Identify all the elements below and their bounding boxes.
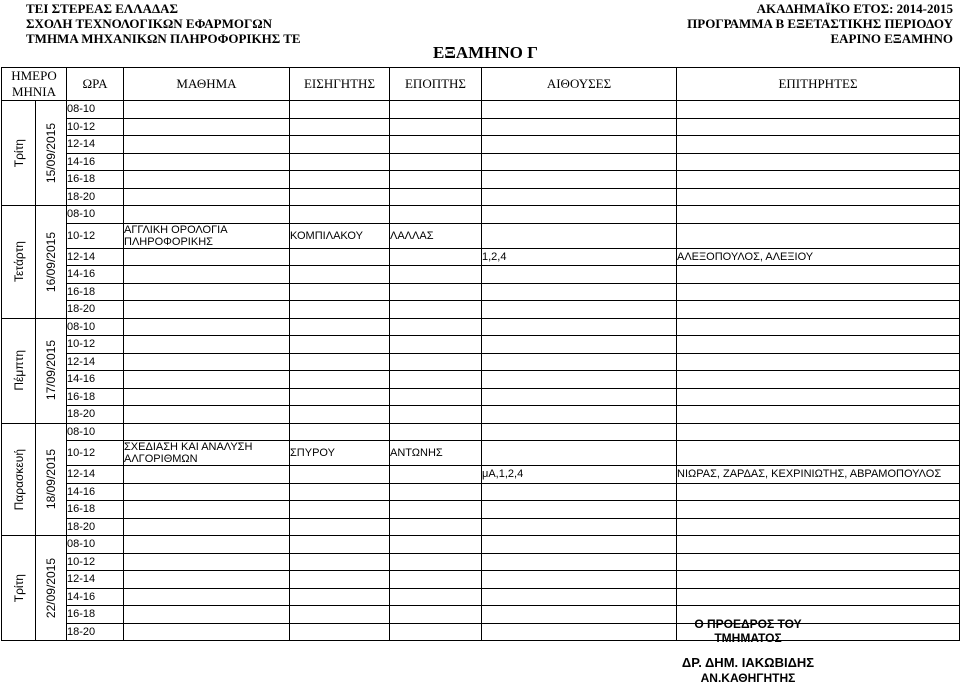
table-row	[2, 153, 960, 171]
rooms-cell	[482, 588, 677, 606]
weekday-label: Τρίτη	[11, 573, 26, 603]
course-cell	[124, 466, 290, 484]
table-header-row	[2, 68, 960, 101]
hour-cell: 16-18	[67, 501, 124, 519]
invigilators-cell	[677, 588, 960, 606]
supervisor-cell	[390, 518, 482, 536]
supervisor-cell	[390, 318, 482, 336]
institution-header	[26, 1, 301, 46]
invigilators-cell	[677, 336, 960, 354]
date-label: 15/09/2015	[44, 122, 58, 184]
course-cell	[124, 536, 290, 554]
invigilators-cell	[677, 571, 960, 589]
lecturer-cell: ΣΠΥΡΟΥ	[290, 441, 390, 466]
table-row	[2, 318, 960, 336]
rooms-cell	[482, 501, 677, 519]
course-cell	[124, 153, 290, 171]
rooms-cell	[482, 606, 677, 624]
rooms-cell	[482, 206, 677, 224]
supervisor-cell	[390, 353, 482, 371]
date-label: 22/09/2015	[44, 557, 58, 619]
lecturer-cell	[290, 353, 390, 371]
hour-cell: 08-10	[67, 318, 124, 336]
table-row	[2, 223, 960, 248]
invigilators-cell	[677, 301, 960, 319]
hour-cell: 08-10	[67, 423, 124, 441]
hour-cell: 10-12	[67, 553, 124, 571]
hour-cell: 12-14	[67, 248, 124, 266]
supervisor-cell	[390, 406, 482, 424]
course-cell	[124, 588, 290, 606]
supervisor-cell: ΑΝΤΩΝΗΣ	[390, 441, 482, 466]
course-cell	[124, 423, 290, 441]
weekday-cell	[2, 101, 36, 206]
date-cell	[36, 423, 67, 536]
rooms-cell: 1,2,4	[482, 248, 677, 266]
rooms-cell	[482, 371, 677, 389]
date-cell	[36, 318, 67, 423]
hour-cell: 18-20	[67, 406, 124, 424]
supervisor-cell	[390, 283, 482, 301]
rooms-cell	[482, 301, 677, 319]
rooms-cell	[482, 518, 677, 536]
date-label: 16/09/2015	[44, 231, 58, 292]
lecturer-cell	[290, 466, 390, 484]
invigilators-cell	[677, 101, 960, 119]
lecturer-cell	[290, 588, 390, 606]
lecturer-cell	[290, 423, 390, 441]
course-cell	[124, 101, 290, 119]
lecturer-cell	[290, 371, 390, 389]
exam-period: ΠΡΟΓΡΑΜΜΑ Β ΕΞΕΤΑΣΤΙΚΗΣ ΠΕΡΙΟΔΟΥ	[687, 16, 953, 31]
rooms-cell	[482, 553, 677, 571]
lecturer-cell	[290, 318, 390, 336]
table-row	[2, 283, 960, 301]
hour-cell: 16-18	[67, 171, 124, 189]
invigilators-cell	[677, 283, 960, 301]
course-cell: ΑΓΓΛΙΚΗ ΟΡΟΛΟΓΙΑ ΠΛΗΡΟΦΟΡΙΚΗΣ	[124, 223, 290, 248]
hour-cell: 14-16	[67, 266, 124, 284]
rooms-cell	[482, 188, 677, 206]
hour-cell: 18-20	[67, 301, 124, 319]
hour-cell: 08-10	[67, 536, 124, 554]
invigilators-cell	[677, 483, 960, 501]
course-cell	[124, 266, 290, 284]
invigilators-cell	[677, 406, 960, 424]
table-row	[2, 388, 960, 406]
invigilators-cell	[677, 318, 960, 336]
invigilators-cell	[677, 266, 960, 284]
weekday-cell	[2, 423, 36, 536]
hour-cell: 18-20	[67, 188, 124, 206]
rooms-cell: μΑ,1,2,4	[482, 466, 677, 484]
col-header-rooms: ΑΙΘΟΥΣΕΣ	[482, 68, 677, 101]
supervisor-cell	[390, 136, 482, 154]
course-cell: ΣΧΕΔΙΑΣΗ ΚΑΙ ΑΝΑΛΥΣΗ ΑΛΓΟΡΙΘΜΩΝ	[124, 441, 290, 466]
table-row	[2, 406, 960, 424]
invigilators-cell	[677, 553, 960, 571]
lecturer-cell	[290, 301, 390, 319]
course-cell	[124, 136, 290, 154]
course-cell	[124, 388, 290, 406]
course-cell	[124, 118, 290, 136]
hour-cell: 16-18	[67, 283, 124, 301]
lecturer-cell	[290, 136, 390, 154]
invigilators-cell	[677, 518, 960, 536]
lecturer-cell	[290, 553, 390, 571]
supervisor-cell	[390, 623, 482, 641]
lecturer-cell	[290, 518, 390, 536]
supervisor-cell	[390, 336, 482, 354]
invigilators-cell	[677, 441, 960, 466]
col-header-supervisor: ΕΠΟΠΤΗΣ	[390, 68, 482, 101]
table-row	[2, 353, 960, 371]
table-row	[2, 423, 960, 441]
lecturer-cell: ΚΟΜΠΙΛΑΚΟΥ	[290, 223, 390, 248]
rooms-cell	[482, 441, 677, 466]
invigilators-cell	[677, 423, 960, 441]
table-row	[2, 518, 960, 536]
supervisor-cell	[390, 588, 482, 606]
supervisor-cell	[390, 371, 482, 389]
supervisor-cell	[390, 153, 482, 171]
invigilators-cell: ΝΙΩΡΑΣ, ΖΑΡΔΑΣ, ΚΕΧΡΙΝΙΩΤΗΣ, ΑΒΡΑΜΟΠΟΥΛΟΣ	[677, 466, 960, 484]
rooms-cell	[482, 283, 677, 301]
course-cell	[124, 501, 290, 519]
course-cell	[124, 518, 290, 536]
lecturer-cell	[290, 336, 390, 354]
table-row	[2, 553, 960, 571]
course-cell	[124, 318, 290, 336]
invigilators-cell	[677, 136, 960, 154]
invigilators-cell	[677, 153, 960, 171]
lecturer-cell	[290, 248, 390, 266]
table-row	[2, 466, 960, 484]
weekday-cell	[2, 536, 36, 641]
table-row	[2, 536, 960, 554]
course-cell	[124, 553, 290, 571]
rooms-cell	[482, 101, 677, 119]
hour-cell: 10-12	[67, 441, 124, 466]
table-row	[2, 441, 960, 466]
invigilators-cell	[677, 388, 960, 406]
invigilators-cell	[677, 171, 960, 189]
department-name: ΤΜΗΜΑ ΜΗΧΑΝΙΚΩΝ ΠΛΗΡΟΦΟΡΙΚΗΣ ΤΕ	[26, 31, 301, 46]
table-row	[2, 136, 960, 154]
invigilators-cell	[677, 188, 960, 206]
hour-cell: 16-18	[67, 606, 124, 624]
date-label: 17/09/2015	[44, 340, 58, 401]
school-name: ΣΧΟΛΗ ΤΕΧΝΟΛΟΓΙΚΩΝ ΕΦΑΡΜΟΓΩΝ	[26, 16, 273, 31]
course-cell	[124, 171, 290, 189]
lecturer-cell	[290, 171, 390, 189]
schedule-body	[2, 101, 960, 641]
lecturer-cell	[290, 606, 390, 624]
lecturer-cell	[290, 483, 390, 501]
table-row	[2, 248, 960, 266]
table-row	[2, 118, 960, 136]
table-row	[2, 336, 960, 354]
date-cell	[36, 101, 67, 206]
lecturer-cell	[290, 406, 390, 424]
course-cell	[124, 248, 290, 266]
col-header-course: ΜΑΘΗΜΑ	[124, 68, 290, 101]
supervisor-cell	[390, 483, 482, 501]
supervisor-cell	[390, 501, 482, 519]
table-row	[2, 101, 960, 119]
invigilators-cell: ΑΛΕΞΟΠΟΥΛΟΣ, ΑΛΕΞΙΟΥ	[677, 248, 960, 266]
rooms-cell	[482, 336, 677, 354]
rooms-cell	[482, 153, 677, 171]
supervisor-cell	[390, 266, 482, 284]
supervisor-cell	[390, 466, 482, 484]
supervisor-cell	[390, 188, 482, 206]
table-row	[2, 188, 960, 206]
hour-cell: 14-16	[67, 483, 124, 501]
invigilators-cell	[677, 371, 960, 389]
supervisor-cell	[390, 606, 482, 624]
weekday-cell	[2, 318, 36, 423]
hour-cell: 12-14	[67, 571, 124, 589]
table-row	[2, 571, 960, 589]
course-cell	[124, 571, 290, 589]
rooms-cell	[482, 266, 677, 284]
invigilators-cell	[677, 536, 960, 554]
hour-cell: 10-12	[67, 336, 124, 354]
supervisor-cell: ΛΑΛΛΑΣ	[390, 223, 482, 248]
course-cell	[124, 283, 290, 301]
supervisor-cell	[390, 118, 482, 136]
rooms-cell	[482, 406, 677, 424]
supervisor-cell	[390, 171, 482, 189]
date-cell	[36, 536, 67, 641]
semester-season: ΕΑΡΙΝΟ ΕΞΑΜΗΝΟ	[830, 31, 953, 46]
weekday-label: Πέμπτη	[11, 350, 26, 391]
hour-cell: 14-16	[67, 371, 124, 389]
hour-cell: 16-18	[67, 388, 124, 406]
course-cell	[124, 623, 290, 641]
lecturer-cell	[290, 206, 390, 224]
hour-cell: 10-12	[67, 118, 124, 136]
table-row	[2, 301, 960, 319]
lecturer-cell	[290, 153, 390, 171]
course-cell	[124, 301, 290, 319]
rooms-cell	[482, 483, 677, 501]
hour-cell: 18-20	[67, 623, 124, 641]
supervisor-cell	[390, 301, 482, 319]
schedule-header	[687, 1, 953, 46]
hour-cell: 12-14	[67, 466, 124, 484]
rooms-cell	[482, 136, 677, 154]
supervisor-cell	[390, 423, 482, 441]
invigilators-cell	[677, 501, 960, 519]
lecturer-cell	[290, 118, 390, 136]
rooms-cell	[482, 318, 677, 336]
supervisor-cell	[390, 206, 482, 224]
date-label: 18/09/2015	[44, 449, 58, 510]
hour-cell: 12-14	[67, 353, 124, 371]
supervisor-cell	[390, 388, 482, 406]
lecturer-cell	[290, 388, 390, 406]
weekday-label: Τρίτη	[11, 138, 26, 168]
course-cell	[124, 336, 290, 354]
lecturer-cell	[290, 501, 390, 519]
exam-schedule-table	[1, 67, 960, 641]
lecturer-cell	[290, 623, 390, 641]
supervisor-cell	[390, 101, 482, 119]
invigilators-cell	[677, 118, 960, 136]
hour-cell: 10-12	[67, 223, 124, 248]
rooms-cell	[482, 536, 677, 554]
table-row	[2, 171, 960, 189]
rooms-cell	[482, 118, 677, 136]
table-row	[2, 266, 960, 284]
signature-title: Ο ΠΡΟΕΔΡΟΣ ΤΟΥ ΤΜΗΜΑΤΟΣ	[694, 617, 802, 645]
rooms-cell	[482, 623, 677, 641]
col-header-hour: ΩΡΑ	[67, 68, 124, 101]
table-row	[2, 501, 960, 519]
supervisor-cell	[390, 571, 482, 589]
signature-position: ΑΝ.ΚΑΘΗΓΗΤΗΣ	[700, 671, 796, 685]
institution-name: ΤΕΙ ΣΤΕΡΕΑΣ ΕΛΛΑΔΑΣ	[26, 1, 178, 16]
weekday-cell	[2, 206, 36, 319]
hour-cell: 08-10	[67, 206, 124, 224]
hour-cell: 18-20	[67, 518, 124, 536]
rooms-cell	[482, 171, 677, 189]
rooms-cell	[482, 388, 677, 406]
hour-cell: 12-14	[67, 136, 124, 154]
supervisor-cell	[390, 248, 482, 266]
course-cell	[124, 371, 290, 389]
hour-cell: 08-10	[67, 101, 124, 119]
rooms-cell	[482, 571, 677, 589]
invigilators-cell	[677, 223, 960, 248]
lecturer-cell	[290, 536, 390, 554]
date-cell	[36, 206, 67, 319]
course-cell	[124, 206, 290, 224]
course-cell	[124, 606, 290, 624]
table-row	[2, 483, 960, 501]
lecturer-cell	[290, 283, 390, 301]
supervisor-cell	[390, 536, 482, 554]
rooms-cell	[482, 423, 677, 441]
table-row	[2, 588, 960, 606]
table-row	[2, 206, 960, 224]
col-header-date: ΗΜΕΡΟ ΜΗΝΙΑ	[2, 68, 67, 101]
lecturer-cell	[290, 571, 390, 589]
weekday-label: Παρασκευή	[11, 448, 26, 510]
col-header-invigilators: ΕΠΙΤΗΡΗΤΕΣ	[677, 68, 960, 101]
course-cell	[124, 353, 290, 371]
lecturer-cell	[290, 188, 390, 206]
course-cell	[124, 188, 290, 206]
signature-name: ΔΡ. ΔΗΜ. ΙΑΚΩΒΙΔΗΣ	[681, 655, 815, 670]
course-cell	[124, 483, 290, 501]
rooms-cell	[482, 223, 677, 248]
hour-cell: 14-16	[67, 588, 124, 606]
lecturer-cell	[290, 266, 390, 284]
weekday-label: Τετάρτη	[11, 241, 26, 283]
invigilators-cell	[677, 353, 960, 371]
supervisor-cell	[390, 553, 482, 571]
table-row	[2, 371, 960, 389]
hour-cell: 14-16	[67, 153, 124, 171]
rooms-cell	[482, 353, 677, 371]
course-cell	[124, 406, 290, 424]
col-header-lecturer: ΕΙΣΗΓΗΤΗΣ	[290, 68, 390, 101]
lecturer-cell	[290, 101, 390, 119]
invigilators-cell	[677, 206, 960, 224]
academic-year: ΑΚΑΔΗΜΑΪΚΟ ΕΤΟΣ: 2014-2015	[756, 1, 953, 16]
semester-title: ΕΞΑΜΗΝΟ Γ	[433, 43, 538, 62]
